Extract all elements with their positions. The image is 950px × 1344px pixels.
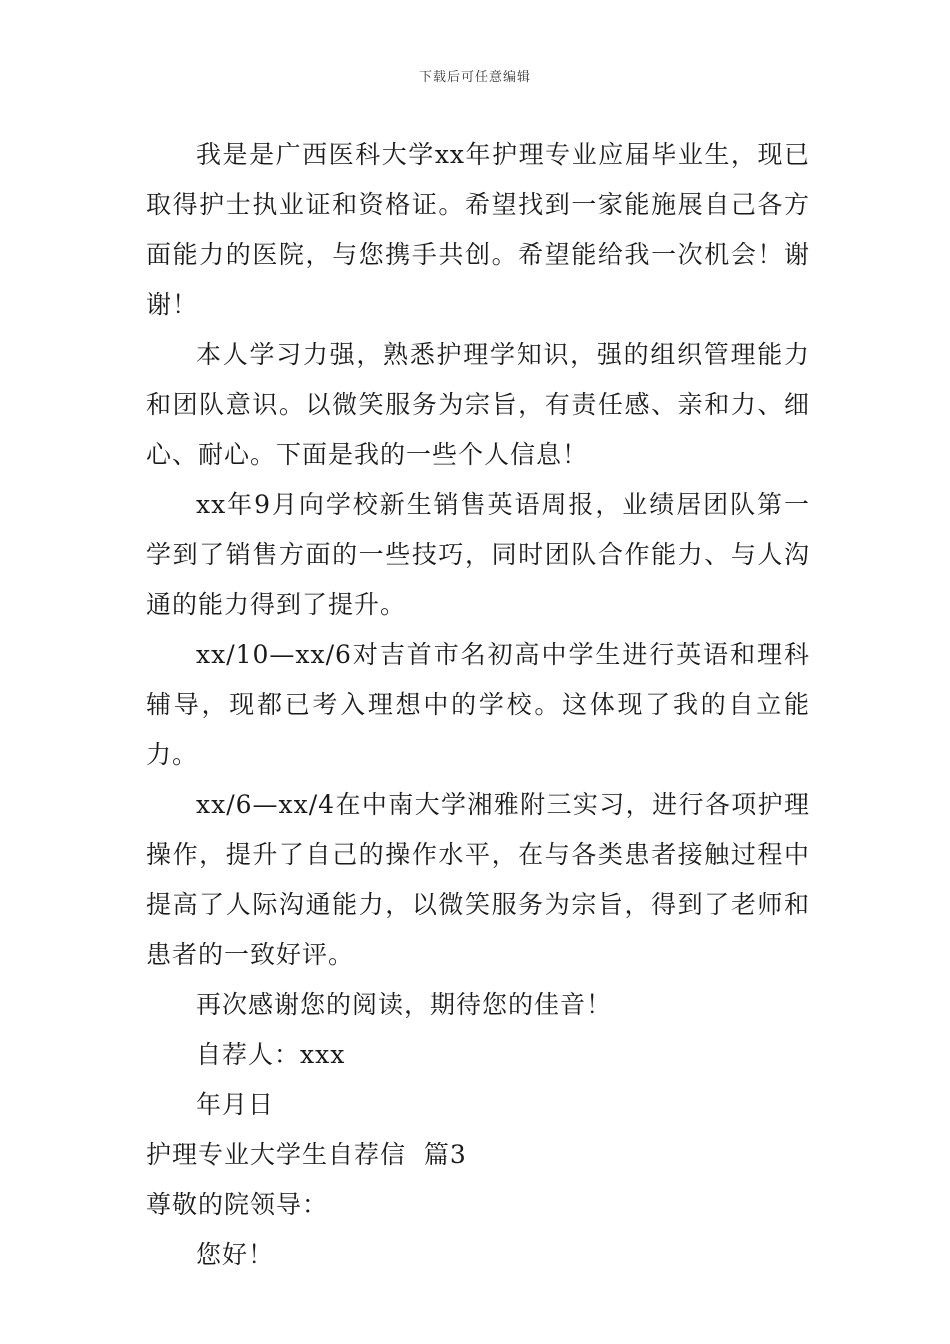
letter-body bbox=[146, 130, 810, 1280]
paragraph-abilities: 本人学习力强，熟悉护理学知识，强的组织管理能力和团队意识。以微笑服务为宗旨，有责任感、亲和力、细心、耐心。下面是我的一些个人信息！ bbox=[146, 340, 810, 469]
closing-line: 再次感谢您的阅读，期待您的佳音！ bbox=[196, 990, 613, 1019]
greeting: 您好！ bbox=[196, 1240, 275, 1269]
paragraph-sales-experience: xx年9月向学校新生销售英语周报，业绩居团队第一学到了销售方面的一些技巧，同时团队合作能力、与人沟通的能力得到了提升。 bbox=[146, 490, 810, 619]
header-note: 下载后可任意编辑 bbox=[418, 70, 531, 85]
section-title: 护理专业大学生自荐信 篇3 bbox=[146, 1140, 467, 1169]
paragraph-internship-experience: xx/6—xx/4在中南大学湘雅附三实习，进行各项护理操作，提升了自己的操作水平，在与各类患者接触过程中提高了人际沟通能力，以微笑服务为宗旨，得到了老师和患者的一致好评。 bbox=[146, 790, 810, 969]
salutation: 尊敬的院领导： bbox=[146, 1190, 329, 1219]
date-line: 年月日 bbox=[196, 1090, 275, 1119]
paragraph-intro: 我是是广西医科大学xx年护理专业应届毕业生，现已取得护士执业证和资格证。希望找到一家能施展自己各方面能力的医院，与您携手共创。希望能给我一次机会！谢谢！ bbox=[146, 140, 810, 319]
signer-line: 自荐人：xxx bbox=[196, 1040, 346, 1069]
paragraph-tutoring-experience: xx/10—xx/6对吉首市名初高中学生进行英语和理科辅导，现都已考入理想中的学校。这体现了我的自立能力。 bbox=[146, 640, 810, 769]
